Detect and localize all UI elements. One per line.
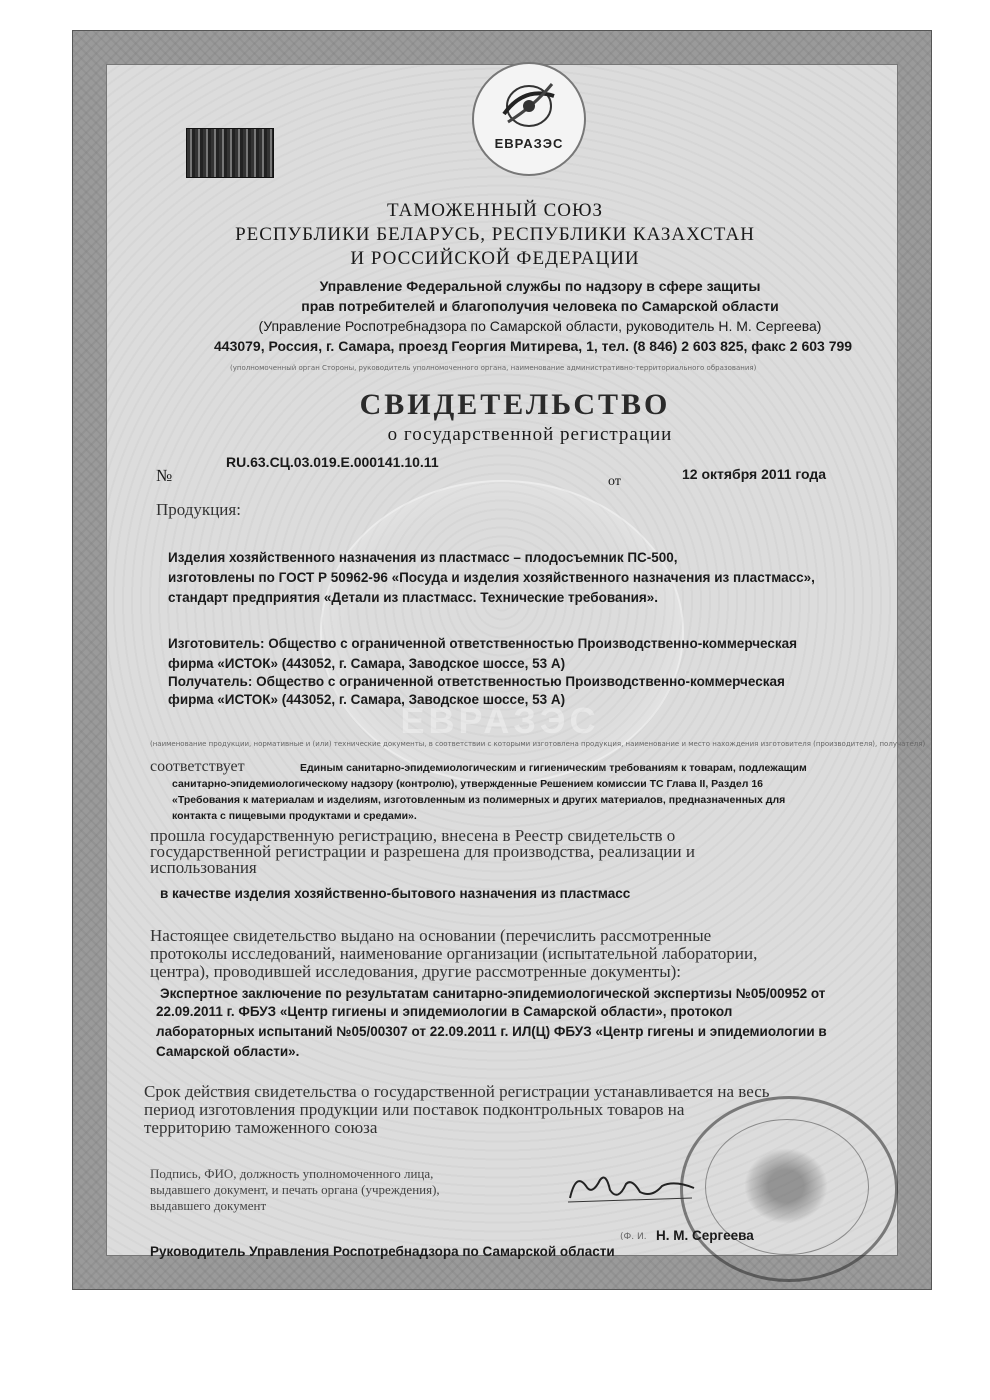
manufacturer-line-1: Изготовитель: Общество с ограниченной ответственностью Производственно-коммерческая — [168, 636, 798, 651]
validity-line-3: территорию таможенного союза — [144, 1118, 378, 1137]
expertise-line-3: лабораторных испытаний №05/00307 от 22.09.2011 г. ИЛ(Ц) ФБУЗ «Центр гигены и эпидемиологии в — [156, 1024, 827, 1039]
eurasec-emblem — [472, 62, 586, 176]
from-label: от — [608, 474, 621, 489]
registration-number: RU.63.СЦ.03.019.Е.000141.10.11 — [226, 454, 439, 470]
basis-line-2: протоколы исследований, наименование организации (испытательной лаборатории, — [150, 944, 758, 963]
authority-line-3: (Управление Роспотребнадзора по Самарской области, руководитель Н. М. Сергеева) — [258, 318, 822, 334]
registration-line-2: государственной регистрации и разрешена для производства, реализации и — [150, 842, 695, 861]
authority-address: 443079, Россия, г. Самара, проезд Георгия Митирева, 1, тел. (8 846) 2 603 825, факс 2 603 799 — [214, 338, 853, 354]
recipient-line-1: Получатель: Общество с ограниченной ответственностью Производственно-коммерческая — [168, 674, 785, 689]
header-line-3: И РОССИЙСКОЙ ФЕДЕРАЦИИ — [350, 248, 640, 269]
conformity-label: соответствует — [150, 758, 245, 775]
watermark-label: ЕВРАЗЭС — [400, 700, 600, 741]
authority-caption: (уполномоченный орган Стороны, руководитель уполномоченного органа, наименование административно-территориального образования) — [230, 364, 757, 372]
authority-line-1: Управление Федеральной службы по надзору в сфере защиты — [319, 278, 761, 294]
conformity-line-2: санитарно-эпидемиологическому надзору (контролю), утвержденные Решением комиссии ТС Глава II, Раздел 16 — [172, 778, 763, 790]
signature-caption-1: Подпись, ФИО, должность уполномоченного лица, — [150, 1166, 434, 1181]
manufacturer-line-2: фирма «ИСТОК» (443052, г. Самара, Заводское шоссе, 53 А) — [168, 656, 566, 671]
header-line-2: РЕСПУБЛИКИ БЕЛАРУСЬ, РЕСПУБЛИКИ КАЗАХСТАН — [235, 224, 755, 245]
products-line-2: изготовлены по ГОСТ Р 50962-96 «Посуда и изделия хозяйственного назначения из пластмасс», — [168, 570, 815, 585]
expertise-line-2: 22.09.2011 г. ФБУЗ «Центр гигиены и эпидемиологии в Самарской области», протокол — [156, 1004, 733, 1019]
signature-caption-2: выдавшего документ, и печать органа (учреждения), — [150, 1182, 440, 1197]
registration-line-1: прошла государственную регистрацию, внесена в Реестр свидетельств о — [150, 826, 676, 845]
conformity-line-1: Единым санитарно-эпидемиологическим и гигиеническим требованиям к товарам, подлежащим — [300, 762, 807, 774]
conformity-line-4: контакта с пищевыми продуктами и средами». — [172, 810, 417, 822]
conformity-line-3: «Требования к материалам и изделиям, изготовленным из полимерных и других материалов, предназначенных для — [172, 794, 786, 806]
expertise-line-1: Экспертное заключение по результатам санитарно-эпидемиологической экспертизы №05/00952 от — [160, 986, 826, 1001]
certificate-subtitle: о государственной регистрации — [387, 424, 673, 445]
validity-line-1: Срок действия свидетельства о государственной регистрации устанавливается на весь — [144, 1082, 770, 1101]
products-line-3: стандарт предприятия «Детали из пластмасс. Технические требования». — [168, 590, 659, 605]
validity-line-2: период изготовления продукции или поставок подконтрольных товаров на — [144, 1100, 685, 1119]
emblem-label: ЕВРАЗЭС — [494, 136, 564, 151]
recipient-line-2: фирма «ИСТОК» (443052, г. Самара, Заводское шоссе, 53 А) — [168, 692, 566, 707]
handwritten-signature — [562, 1168, 702, 1208]
signer-name: Н. М. Сергеева — [656, 1228, 754, 1243]
number-label: № — [156, 466, 173, 485]
globe-swirl-icon — [494, 76, 564, 136]
signer-position: Руководитель Управления Роспотребнадзора по Самарской области — [150, 1244, 615, 1259]
fio-label: (Ф. И. — [620, 1232, 647, 1242]
products-line-1: Изделия хозяйственного назначения из пластмасс – плодосъемник ПС-500, — [168, 550, 678, 565]
header-line-1: ТАМОЖЕННЫЙ СОЮЗ — [386, 200, 604, 221]
signature-caption-3: выдавшего документ — [150, 1198, 267, 1213]
stamp-coat-of-arms-icon — [744, 1148, 828, 1224]
authority-line-2: прав потребителей и благополучия человека по Самарской области — [301, 298, 779, 314]
registration-date: 12 октября 2011 года — [682, 466, 827, 482]
basis-line-1: Настоящее свидетельство выдано на основании (перечислить рассмотренные — [150, 926, 712, 945]
products-label: Продукция: — [156, 500, 241, 519]
usage-quality: в качестве изделия хозяйственно-бытового назначения из пластмасс — [160, 886, 631, 901]
expertise-line-4: Самарской области». — [156, 1044, 300, 1059]
hologram-sticker — [186, 128, 274, 178]
certificate-title: СВИДЕТЕЛЬСТВО — [359, 388, 671, 421]
product-caption: (наименование продукции, нормативные и (или) технические документы, в соответствии с которыми изготовлена продукция, наименование и место нахождения изготовителя (производителя), получателя) — [150, 740, 926, 748]
registration-line-3: использования — [150, 858, 257, 877]
basis-line-3: центра), проводившей исследования, другие рассмотренные документы): — [150, 962, 682, 981]
